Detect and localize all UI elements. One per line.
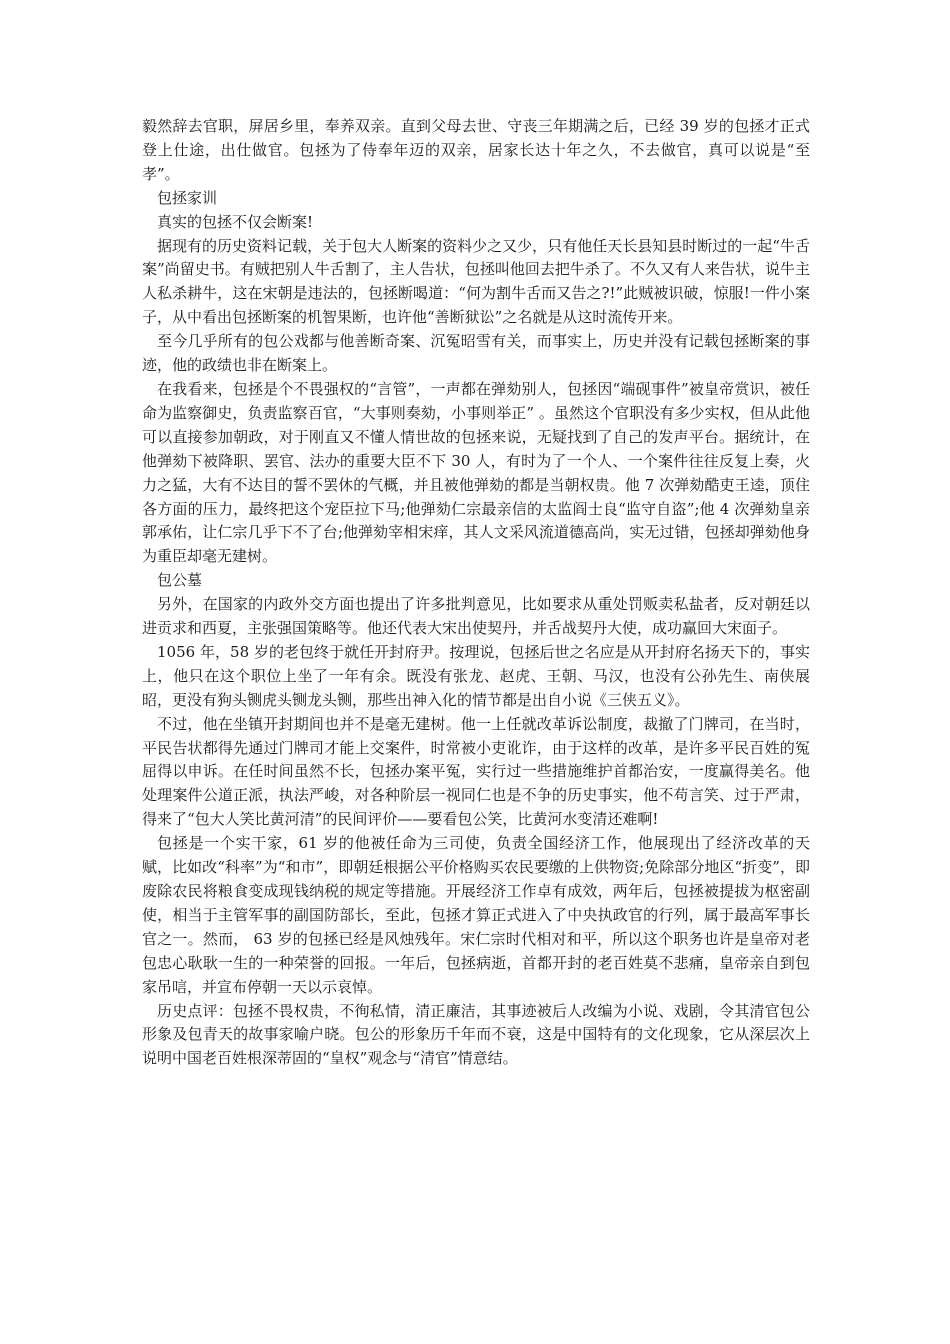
paragraph: 历史点评：包拯不畏权贵，不徇私情，清正廉洁，其事迹被后人改编为小说、戏剧，令其清官包公形象及包青天的故事家喻户晓。包公的形象历千年而不衰，这是中国特有的文化现象，它从深层次上说明中国老百姓根深蒂固的“皇权”观念与“清官”情意结。 [142,1001,810,1068]
document-body [142,115,810,1071]
paragraph: 不过，他在坐镇开封期间也并不是毫无建树。他一上任就改革诉讼制度，裁撤了门牌司，在当时，平民告状都得先通过门牌司才能上交案件，时常被小吏讹诈，由于这样的改革，是许多平民百姓的冤屈得以申诉。在任时间虽然不长，包拯办案平冤，实行过一些措施维护首都治安，一度赢得美名。他处理案件公道正派，执法严峻，对各种阶层一视同仁也是不争的历史事实，他不苟言笑、过于严肃，得来了“包大人笑比黄河清”的民间评价——要看包公笑，比黄河水变清还难啊! [142,714,810,829]
paragraph: 在我看来，包拯是个不畏强权的“言管”，一声都在弹劾别人，包拯因“端砚事件”被皇帝赏识，被任命为监察御史，负责监察百官，“大事则奏劾，小事则举正” 。虽然这个官职没有多少实权，但从此他可以直接参加朝政，对于刚直又不懂人情世故的包拯来说，无疑找到了自己的发声平台。据统计，在他弹劾下被降职、罢官、法办的重要大臣不下 30 人，有时为了一个人、一个案件往往反复上奏，火力之猛，大有不达目的誓不罢休的气概，并且被他弹劾的都是当朝权贵。他 7 次弹劾酷吏王逵，顶住各方面的压力，最终把这个宠臣拉下马;他弹劾仁宗最亲信的太监阎士良“监守自盗”;他 4 次弹劾皇亲郭承佑，让仁宗几乎下不了台;他弹劾宰相宋痒，其人文采风流道德高尚，实无过错，包拯却弹劾他身为重臣却毫无建树。 [142,379,810,566]
paragraph: 1056 年，58 岁的老包终于就任开封府尹。按理说，包拯后世之名应是从开封府名扬天下的，事实上，他只在这个职位上坐了一年有余。既没有张龙、赵虎、王朝、马汉，也没有公孙先生、南侠展昭，更没有狗头铡虎头铡龙头铡，那些出神入化的情节都是出自小说《三侠五义》。 [142,642,810,709]
paragraph: 毅然辞去官职，屏居乡里，奉养双亲。直到父母去世、守丧三年期满之后，已经 39 岁的包拯才正式登上仕途，出仕做官。包拯为了侍奉年迈的双亲，居家长达十年之久，不去做官，真可以说是“至孝”。 [142,117,810,183]
paragraph: 另外，在国家的内政外交方面也提出了许多批判意见，比如要求从重处罚贩卖私盐者，反对朝廷以进贡求和西夏，主张强国策略等。他还代表大宋出使契丹，并舌战契丹大使，成功赢回大宋面子。 [142,595,810,638]
section-heading-tomb: 包公墓 [157,571,203,590]
section-heading-family-instruction: 包拯家训 [157,188,218,207]
paragraph: 包拯是一个实干家，61 岁的他被任命为三司使，负责全国经济工作，他展现出了经济改革的天赋，比如改“科率”为“和市”，即朝廷根据公平价格购买农民要缴的上供物资;免除部分地区“折变”，即废除农民将粮食变成现钱纳税的规定等措施。开展经济工作卓有成效，两年后，包拯被提拔为枢密副使，相当于主管军事的副国防部长，至此，包拯才算正式进入了中央执政官的行列，属于最高军事长官之一。然而， 63 岁的包拯已经是风烛残年。宋仁宗时代相对和平，所以这个职务也许是皇帝对老包忠心耿耿一生的一种荣誉的回报。一年后，包拯病逝，首都开封的老百姓莫不悲痛，皇帝亲自到包家吊唁，并宣布停朝一天以示哀悼。 [142,834,810,996]
paragraph: 据现有的历史资料记载，关于包大人断案的资料少之又少，只有他任天长县知县时断过的一起“牛舌案”尚留史书。有贼把别人牛舌割了，主人告状，包拯叫他回去把牛杀了。不久又有人来告状，说牛主人私杀耕牛，这在宋朝是违法的，包拯断喝道：“何为割牛舌而又告之?!”此贼被识破，惊服!一件小案子，从中看出包拯断案的机智果断，也许他“善断狱讼”之名就是从这时流传开来。 [142,236,810,327]
section-heading-real-baozheng: 真实的包拯不仅会断案! [157,212,314,231]
paragraph: 至今几乎所有的包公戏都与他善断奇案、沉冤昭雪有关，而事实上，历史并没有记载包拯断案的事迹，他的政绩也非在断案上。 [142,332,810,375]
